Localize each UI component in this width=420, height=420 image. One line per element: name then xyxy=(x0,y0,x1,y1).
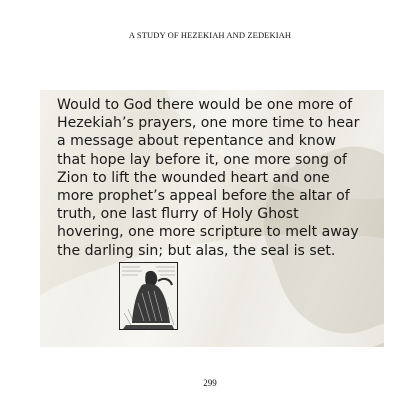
running-header: A STUDY OF HEZEKIAH AND ZEDEKIAH xyxy=(128,30,292,40)
page-number: 299 xyxy=(203,378,217,388)
engraving-illustration xyxy=(119,262,178,330)
quote-text: Would to God there would be one more of Hezekiah’s prayers, one more time to hear a message about repentance and know that hope lay before it, one more song of Zion to lift the wounded heart and one more prophet’s appeal before the altar of truth, one last flurry of Holy Ghost hovering, one more scripture to melt away the darling sin; but alas, the seal is set. xyxy=(57,97,360,259)
quote-slide xyxy=(40,90,384,347)
